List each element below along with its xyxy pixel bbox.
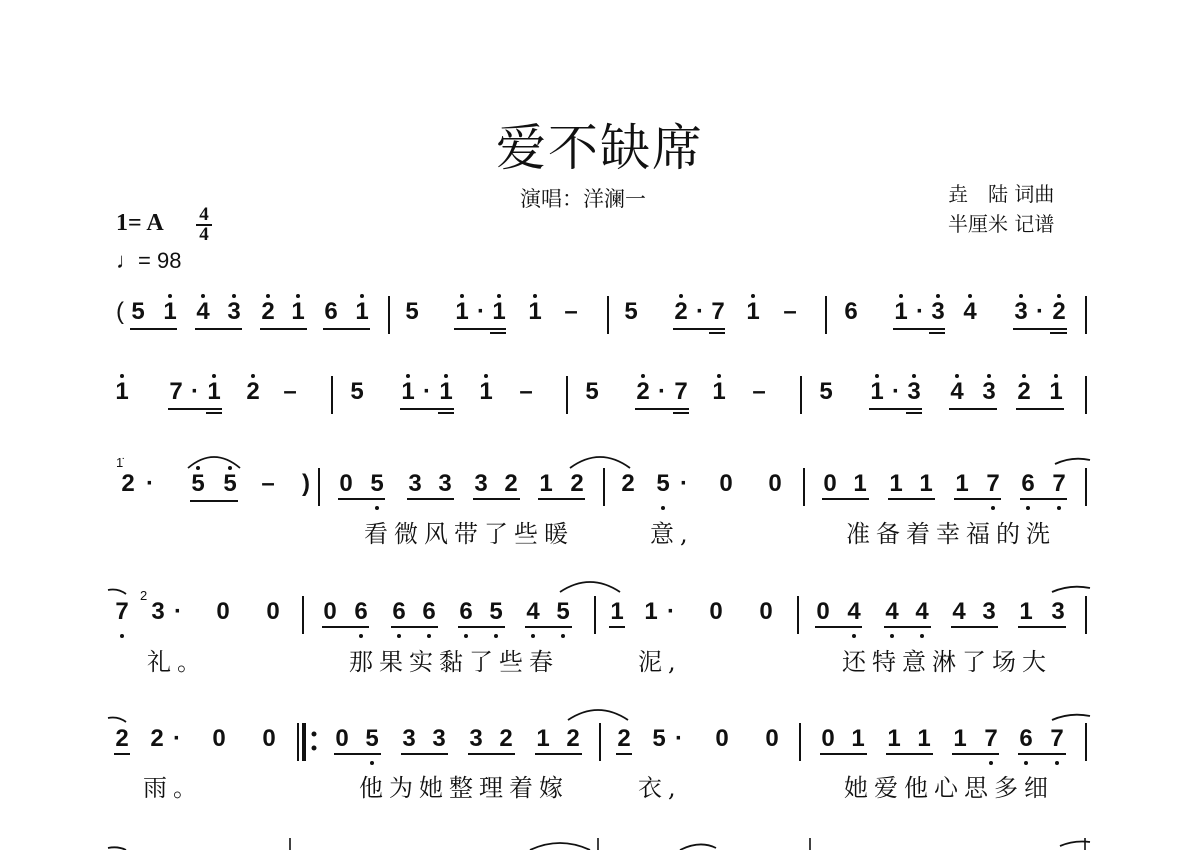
augmentation-dot: · [696,298,704,325]
jianpu-note: 5 [191,470,205,497]
jianpu-note: 1 [528,298,542,325]
augmentation-dot: · [174,598,182,625]
jianpu-note: 2 [121,470,135,497]
sustain-dash: – [564,298,578,325]
time-signature [196,206,212,244]
grace-note: 2 [140,588,148,603]
jianpu-note: 0 [821,725,835,752]
jianpu-note: 7 [1050,725,1064,752]
jianpu-note: 3 [227,298,241,325]
lyric-line: 泥, [638,648,682,676]
opening-parenthesis: ( [116,298,124,325]
octave-up-dot [679,294,683,298]
jianpu-note: 1 [853,470,867,497]
jianpu-note: 0 [759,598,773,625]
octave-down-dot [1055,761,1059,765]
jianpu-note: 1 [439,378,453,405]
octave-down-dot [989,761,993,765]
jianpu-note: 5 [624,298,638,325]
octave-up-dot [1019,294,1023,298]
jianpu-note: 5 [819,378,833,405]
octave-down-dot [120,634,124,638]
octave-up-dot [936,294,940,298]
octave-up-dot [251,374,255,378]
augmentation-dot: · [680,470,688,497]
jianpu-note: 0 [816,598,830,625]
jianpu-note: 4 [963,298,977,325]
octave-up-dot [228,466,232,470]
jianpu-note: 6 [392,598,406,625]
octave-down-dot [852,634,856,638]
jianpu-note: 5 [370,470,384,497]
lyric-line: 还特意淋了场大 [842,648,1052,676]
jianpu-note: 2 [499,725,513,752]
octave-up-dot [968,294,972,298]
jianpu-note: 3 [1014,298,1028,325]
jianpu-note: 1 [887,725,901,752]
jianpu-note: 2 [621,470,635,497]
octave-up-dot [168,294,172,298]
jianpu-note: 3 [1051,598,1065,625]
augmentation-dot: · [423,378,431,405]
augmentation-dot: · [892,378,900,405]
octave-down-dot [1024,761,1028,765]
augmentation-dot: · [658,378,666,405]
octave-down-dot [359,634,363,638]
jianpu-note: 1 [870,378,884,405]
jianpu-note: 0 [216,598,230,625]
jianpu-note: 1 [955,470,969,497]
jianpu-note: 4 [526,598,540,625]
octave-up-dot [955,374,959,378]
jianpu-note: 0 [262,725,276,752]
jianpu-note: 1 [401,378,415,405]
octave-down-dot [494,634,498,638]
octave-up-dot [266,294,270,298]
jianpu-note: 5 [350,378,364,405]
jianpu-note: 1 [539,470,553,497]
octave-down-dot [427,634,431,638]
augmentation-dot: · [675,725,683,752]
jianpu-note: 0 [823,470,837,497]
octave-down-dot [991,506,995,510]
jianpu-note: 1 [644,598,658,625]
jianpu-note: 1 [746,298,760,325]
octave-down-dot [464,634,468,638]
octave-down-dot [1057,506,1061,510]
lyricist-composer-credit: 垚 陆 词曲 [948,182,1055,206]
jianpu-note: 5 [131,298,145,325]
octave-up-dot [1054,374,1058,378]
jianpu-note: 7 [169,378,183,405]
augmentation-dot: · [1036,298,1044,325]
octave-down-dot [661,506,665,510]
jianpu-note: 1 [610,598,624,625]
sustain-dash: – [283,378,297,405]
jianpu-note: 3 [151,598,165,625]
jianpu-note: 2 [617,725,631,752]
tempo-marking: ♩= 98 [116,248,182,273]
jianpu-note: 6 [324,298,338,325]
jianpu-note: 5 [223,470,237,497]
jianpu-note: 0 [323,598,337,625]
jianpu-note: 6 [354,598,368,625]
jianpu-note: 3 [907,378,921,405]
jianpu-note: 2 [150,725,164,752]
jianpu-note: 1 [953,725,967,752]
octave-up-dot [533,294,537,298]
jianpu-note: 1 [492,298,506,325]
jianpu-note: 1 [1049,378,1063,405]
jianpu-note: 4 [950,378,964,405]
jianpu-note: 4 [885,598,899,625]
time-signature-bottom: 4 [199,224,209,245]
jianpu-note: 3 [402,725,416,752]
jianpu-note: 1 [889,470,903,497]
octave-down-dot [920,634,924,638]
octave-up-dot [484,374,488,378]
octave-up-dot [460,294,464,298]
jianpu-note: 2 [115,725,129,752]
jianpu-note: 1 [536,725,550,752]
jianpu-note: 4 [196,298,210,325]
octave-up-dot [641,374,645,378]
octave-up-dot [201,294,205,298]
jianpu-note: 5 [652,725,666,752]
octave-up-dot [1022,374,1026,378]
jianpu-note: 2 [674,298,688,325]
jianpu-note: 5 [405,298,419,325]
lyric-line: 意, [650,520,694,548]
augmentation-dot: · [667,598,675,625]
octave-up-dot [444,374,448,378]
octave-up-dot [296,294,300,298]
jianpu-note: 1 [115,378,129,405]
octave-up-dot [497,294,501,298]
augmentation-dot: · [191,378,199,405]
jianpu-note: 2 [566,725,580,752]
lyric-line: 看微风带了些暖 [364,520,574,548]
jianpu-note: 0 [266,598,280,625]
augmentation-dot: · [173,725,181,752]
octave-up-dot [232,294,236,298]
jianpu-note: 7 [674,378,688,405]
singer-credit: 演唱：洋澜一 [520,187,646,211]
jianpu-note: 3 [982,378,996,405]
octave-up-dot [120,374,124,378]
jianpu-note: 1 [917,725,931,752]
octave-down-dot [370,761,374,765]
jianpu-note: 6 [459,598,473,625]
jianpu-note: 1 [355,298,369,325]
octave-up-dot [212,374,216,378]
octave-up-dot [360,294,364,298]
jianpu-note: 6 [1021,470,1035,497]
jianpu-note: 5 [656,470,670,497]
octave-up-dot [751,294,755,298]
octave-down-dot [561,634,565,638]
jianpu-note: 4 [847,598,861,625]
jianpu-note: 6 [422,598,436,625]
jianpu-note: 1 [851,725,865,752]
jianpu-note: 1 [1019,598,1033,625]
lyric-line: 衣, [638,774,682,802]
jianpu-note: 2 [636,378,650,405]
lyric-line: 礼。 [147,648,207,676]
jianpu-note: 1 [163,298,177,325]
octave-down-dot [375,506,379,510]
jianpu-note: 1 [919,470,933,497]
jianpu-note: 7 [986,470,1000,497]
closing-parenthesis: ) [302,470,310,497]
jianpu-note: 7 [1052,470,1066,497]
jianpu-note: 1 [207,378,221,405]
jianpu-note: 6 [1019,725,1033,752]
octave-down-dot [1026,506,1030,510]
jianpu-note: 1 [894,298,908,325]
jianpu-note: 0 [339,470,353,497]
jianpu-note: 3 [474,470,488,497]
octave-up-dot [196,466,200,470]
jianpu-note: 0 [768,470,782,497]
jianpu-note: 5 [489,598,503,625]
jianpu-note: 0 [709,598,723,625]
jianpu-note: 4 [915,598,929,625]
jianpu-note: 0 [765,725,779,752]
time-signature-top: 4 [199,204,209,225]
jianpu-note: 0 [335,725,349,752]
octave-up-dot [406,374,410,378]
jianpu-note: 0 [719,470,733,497]
lyric-line: 雨。 [143,774,203,802]
jianpu-note: 1 [455,298,469,325]
key-signature: 1= A [116,210,164,236]
jianpu-note: 0 [212,725,226,752]
jianpu-note: 7 [711,298,725,325]
jianpu-note: 2 [246,378,260,405]
jianpu-note: 2 [504,470,518,497]
augmentation-dot: · [146,470,154,497]
octave-down-dot [397,634,401,638]
jianpu-note: 2 [261,298,275,325]
jianpu-note: 3 [438,470,452,497]
jianpu-note: 2 [1052,298,1066,325]
jianpu-note: 3 [432,725,446,752]
lyric-line: 准备着幸福的洗 [846,520,1056,548]
song-title: 爱不缺席 [496,119,704,177]
jianpu-note: 4 [952,598,966,625]
jianpu-note: 1 [291,298,305,325]
jianpu-note: 3 [469,725,483,752]
octave-up-dot [899,294,903,298]
sustain-dash: – [261,470,275,497]
transcriber-credit: 半厘米 记谱 [948,212,1055,236]
jianpu-note: 5 [556,598,570,625]
jianpu-note: 2 [1017,378,1031,405]
octave-up-dot [1057,294,1061,298]
jianpu-note: 7 [115,598,129,625]
jianpu-note: 7 [984,725,998,752]
augmentation-dot: · [477,298,485,325]
sustain-dash: – [783,298,797,325]
sustain-dash: – [519,378,533,405]
jianpu-note: 3 [931,298,945,325]
jianpu-note: 3 [408,470,422,497]
octave-up-dot [912,374,916,378]
jianpu-note: 1 [712,378,726,405]
lyric-line: 那果实黏了些春 [349,648,559,676]
jianpu-note: 5 [365,725,379,752]
jianpu-note: 2 [570,470,584,497]
octave-down-dot [890,634,894,638]
octave-down-dot [531,634,535,638]
augmentation-dot: · [916,298,924,325]
grace-note: 1̇ [116,455,124,470]
sustain-dash: – [752,378,766,405]
jianpu-note: 6 [844,298,858,325]
octave-up-dot [875,374,879,378]
jianpu-note: 1 [479,378,493,405]
lyric-line: 他为她整理着嫁 [359,774,569,802]
octave-up-dot [987,374,991,378]
jianpu-note: 3 [982,598,996,625]
jianpu-note: 0 [715,725,729,752]
octave-up-dot [717,374,721,378]
jianpu-note: 5 [585,378,599,405]
lyric-line: 她爱他心思多细 [844,774,1054,802]
